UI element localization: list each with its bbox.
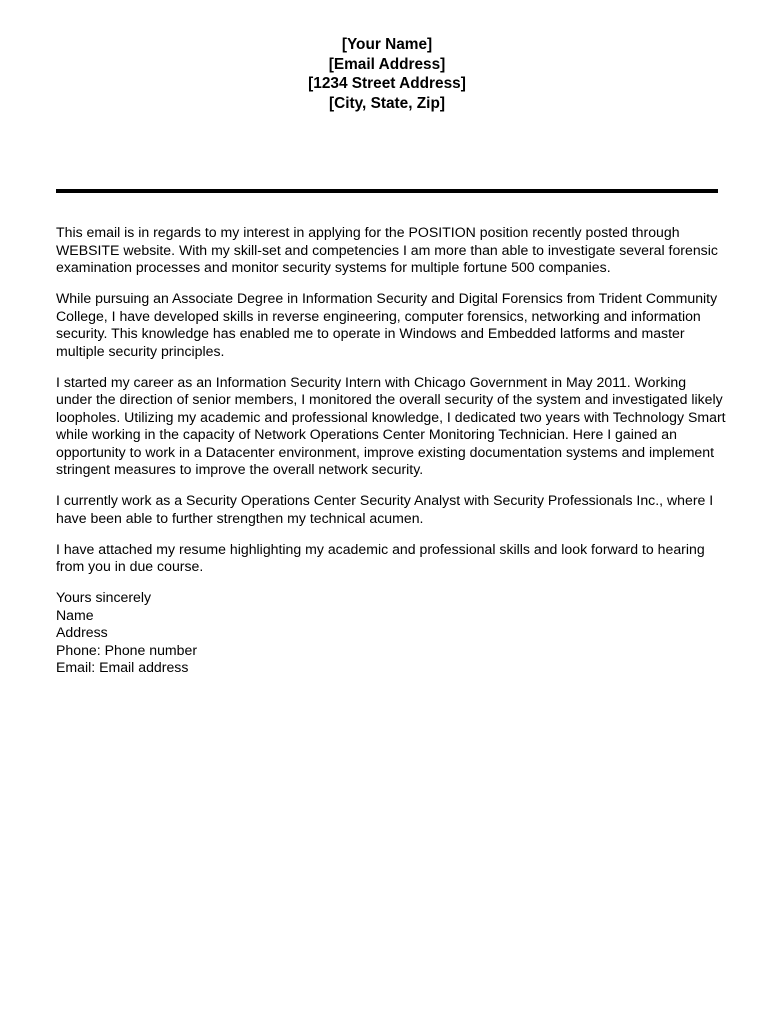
header-street: [1234 Street Address] <box>308 75 466 92</box>
header-name: [Your Name] <box>341 36 433 53</box>
letter-body <box>56 224 726 677</box>
header-city-state-zip: [City, State, Zip] <box>328 94 445 112</box>
closing-salutation: Yours sincerely <box>56 589 152 605</box>
closing-name: Name <box>56 606 94 623</box>
contact-header <box>0 35 768 113</box>
closing-phone: Phone: Phone number <box>56 641 198 658</box>
header-divider <box>56 189 718 193</box>
letter-paragraph-3: I started my career as an Information Security Intern with Chicago Government in May 2011. Working under the direction of senior members, I monitored the overall security of the system and investigated likely loopholes. Utilizing my academic and professional knowledge, I dedicated two years with Technology Smart while working in the capacity of Network Operations Center Monitoring Technician. Here I gained an opportunity to work in a Datacenter environment, improve existing documentation systems and implement stringent measures to improve the overall network security. <box>56 373 726 477</box>
header-email: [Email Address] <box>328 55 446 73</box>
letter-paragraph-4: I currently work as a Security Operations Center Security Analyst with Security Professionals Inc., where I have been able to further strengthen my technical acumen. <box>56 492 714 526</box>
closing-email: Email: Email address <box>56 659 189 675</box>
letter-closing <box>56 589 726 677</box>
letter-paragraph-2: While pursuing an Associate Degree in Information Security and Digital Forensics from Trident Community College, I have developed skills in reverse engineering, computer forensics, networking and information security. This knowledge has enabled me to operate in Windows and Embedded latforms and master multiple security principles. <box>56 290 718 359</box>
letter-paragraph-5: I have attached my resume highlighting my academic and professional skills and look forward to hearing from you in due course. <box>56 540 705 574</box>
closing-address: Address <box>56 624 108 640</box>
letter-paragraph-1: This email is in regards to my interest in applying for the POSITION position recently posted through WEBSITE website. With my skill-set and competencies I am more than able to investigate several forensic examination processes and monitor security systems for multiple fortune 500 companies. <box>56 224 718 275</box>
